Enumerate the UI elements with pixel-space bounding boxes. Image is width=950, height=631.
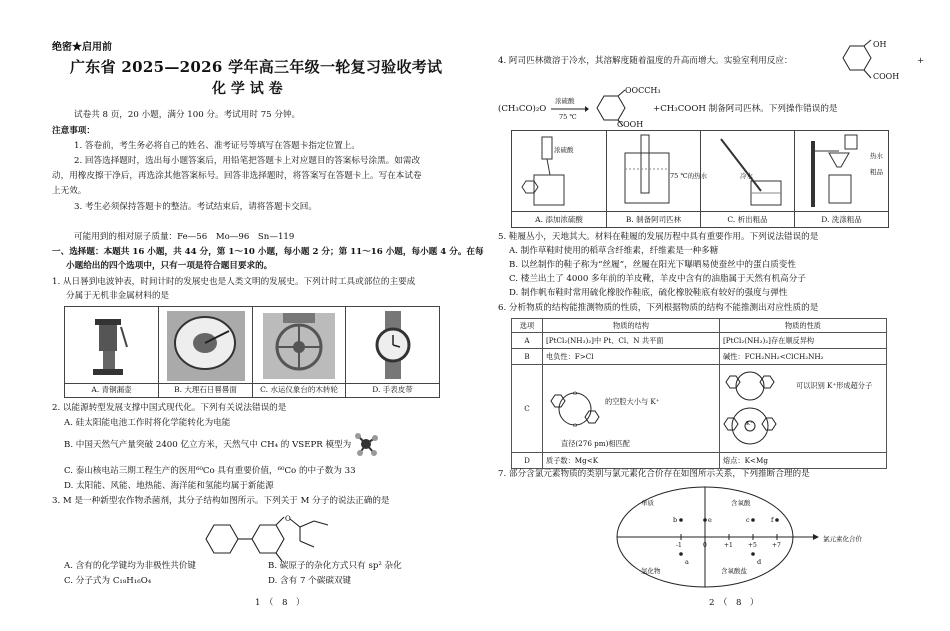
q3-option-a: A. 含有的化学键均为非极性共价键 (64, 561, 196, 571)
q3-option-c: C. 分子式为 C₁₈H₁₆O₄ (64, 576, 152, 586)
point-b (679, 518, 683, 522)
q6-row-c-structure (543, 365, 720, 453)
water-clock-tower-image (253, 307, 345, 383)
q7-tick-neg1: -1 (676, 542, 682, 549)
q5-option-c: C. 楼兰出土了 4000 多年前的羊皮靴，羊皮中含有的油脂属于天然有机高分子 (509, 274, 806, 284)
bronze-water-clock-image (65, 307, 158, 383)
q7-label-oxysalt: 含氧酸盐 (721, 567, 747, 575)
point-f (775, 518, 779, 522)
notice-3: 3. 考生必须保持答题卡的整洁。考试结束后，请将答题卡交回。 (74, 202, 317, 212)
ooccch3-label: OOCCH₃ (625, 86, 661, 95)
secret-label: 绝密★启用前 (52, 42, 112, 53)
q1-option-c: C. 水运仪象台的木转轮 (260, 385, 338, 394)
adding-acid-apparatus-icon (512, 131, 606, 211)
q3-option-b: B. 碳原子的杂化方式只有 sp² 杂化 (268, 561, 402, 571)
supramolecule-structure-icon (722, 366, 792, 452)
q2-option-a: A. 硅太阳能电池工作时将化学能转化为电能 (64, 418, 231, 428)
q5-stem: 5. 鞋履丛小，天地其大。材料在鞋履的发展历程中具有重要作用。下列说法错误的是 (498, 232, 819, 242)
q6-row-a (512, 333, 887, 349)
notice-2-cont: 动，用橡皮擦干净后，再选涂其他答案标号。回答非选择题时，将答案写在答题卡上。写在本试卷 (52, 171, 422, 181)
q2-option-b: B. 中国天然气产量突破 2400 亿立方米，天然气中 CH₄ 的 VSEPR 模型为 (64, 440, 352, 450)
crude-product-label: 粗品 (870, 168, 883, 176)
q7-tick-0: 0 (703, 542, 707, 549)
q6-row-structure: [PtCl₂(NH₃)₂]中 Pt、Cl、N 共平面 (543, 333, 720, 349)
q6-row-property: [PtCl₂(NH₃)₂]存在顺反异构 (720, 333, 887, 349)
q6-row-structure: 电负性：F>Cl (543, 349, 720, 365)
notice-heading: 注意事项： (52, 126, 95, 136)
q1-figure (64, 306, 440, 398)
q7-point-c-label: c (746, 516, 750, 524)
q6-row-c (512, 365, 887, 453)
q7-tick-pos7: +7 (772, 542, 781, 549)
crown-ether-structure-icon (549, 383, 601, 435)
hot-water-label-d: 热水 (870, 152, 883, 160)
point-d (751, 552, 755, 556)
q4-stem-cont: +CH₃COOH 制备阿司匹林。下列操作错误的是 (653, 104, 838, 114)
exam-info: 试卷共 8 页，20 小题，满分 100 分。考试用时 75 分钟。 (74, 110, 301, 120)
q6-row-c-property (720, 365, 887, 453)
q6-row-structure: 质子数：Mg<K (543, 453, 720, 469)
wristwatch-image (346, 307, 439, 383)
page-number: 1 （ 8 ） (255, 598, 305, 608)
q6-row-property: 碱性：FCH₂NH₂<ClCH₂NH₂ (720, 349, 887, 365)
notice-2: 2. 回答选择题时，选出每小题答案后，用铅笔把答题卡上对应题目的答案标号涂黑。如需改 (74, 156, 421, 166)
exam-subject: 化 学 试 卷 (212, 81, 283, 97)
cooh-group-label: COOH (873, 72, 900, 81)
svg-text:O: O (573, 423, 578, 429)
q6-table-header (512, 319, 887, 333)
q7-chlorine-valence-diagram (601, 484, 821, 590)
page-right (475, 0, 950, 631)
potassium-ion-label: K⁺ (746, 421, 754, 427)
q7-point-a-label: a (685, 558, 689, 566)
q2-option-d: D. 太阳能、风能、地热能、海洋能和氢能均属于新能源 (64, 481, 274, 491)
q7-point-f-label: f (771, 516, 774, 524)
condition-temperature: 75 ℃ (559, 113, 577, 121)
q4-stem: 4. 阿司匹林微溶于冷水，其溶解度随着温度的升高而增大。实验室利用反应： (498, 56, 793, 66)
q6-header-structure: 物质的结构 (543, 319, 720, 333)
point-a (679, 552, 683, 556)
atomic-masses: 可能用到的相对原子质量：Fe—56 Mo—96 Sn—119 (74, 232, 295, 242)
exam-title: 广东省 2025—2026 学年高三年级一轮复习验收考试 (70, 58, 443, 76)
marble-sundial-image (159, 307, 252, 383)
aspirin-cooh-label: COOH (617, 120, 644, 129)
plus-sign: + (917, 56, 925, 66)
q4-option-d: D. 洗涤粗品 (821, 215, 862, 224)
q7-tick-pos5: +5 (748, 542, 757, 549)
cold-water-label: 冷水 (740, 172, 753, 180)
q1-option-d: D. 手表皮带 (372, 385, 413, 394)
q6-c-diameter-text: 直径(276 pm)相匹配 (561, 439, 630, 448)
svg-text:O: O (285, 515, 291, 523)
q6-row-option: B (512, 349, 543, 365)
q7-point-d-label: d (757, 558, 762, 566)
q6-row-option: D (512, 453, 543, 469)
q2-option-c: C. 泰山核电站三期工程生产的医用⁶⁰Co 具有重要价值，⁶⁰Co 的中子数为 33 (64, 466, 356, 476)
oh-group-label: OH (873, 40, 887, 49)
notice-1: 1. 答卷前，考生务必将自己的姓名、准考证号等填写在答题卡指定位置上。 (74, 141, 360, 151)
q3-option-d: D. 含有 7 个碳碳双键 (268, 576, 352, 586)
q6-row-property: 熔点：K<Mg (720, 453, 887, 469)
q6-table (511, 318, 887, 469)
q1-stem: 1. 从日晷到电波钟表，时间计时的发展史也是人类文明的发展史。下列计时工具或部位的主要成 (52, 277, 416, 287)
q5-option-b: B. 以丝制作的鞋子称为“丝履”，丝履在阳光下曝晒易使蚕丝中的蛋白质变性 (509, 260, 796, 270)
q6-row-b (512, 349, 887, 365)
acetic-anhydride: (CH₃CO)₂O (498, 104, 547, 114)
q6-c-cavity-text: 的空腔大小与 K⁺ (605, 397, 660, 406)
q5-option-a: A. 制作草鞋时使用的稻草含纤维素，纤维素是一种多糖 (509, 246, 719, 256)
condition-catalyst: 浓硫酸 (555, 97, 575, 105)
conc-acid-label: 浓硫酸 (554, 146, 574, 154)
vsepr-model-icon (352, 431, 380, 457)
q6-c-property-text: 可以识别 K⁺形成超分子 (796, 381, 873, 390)
hot-water-label: 75 ℃的热水 (670, 172, 708, 180)
q6-stem: 6. 分析物质的结构能推测物质的性质，下列根据物质的结构不能推测出对应性质的是 (498, 303, 819, 313)
q7-label-oxyacid: 含氧酸 (731, 499, 751, 507)
q6-row-option: A (512, 333, 543, 349)
section-1-heading-cont: 小题给出的四个选项中，只有一项是符合题目要求的。 (66, 261, 273, 271)
q6-header-property: 物质的性质 (720, 319, 887, 333)
q4-apparatus-figure (511, 130, 889, 228)
page-number: 2 （ 8 ） (709, 598, 759, 608)
q7-label-hydride: 氢化物 (641, 567, 661, 575)
q5-option-d: D. 制作帆布鞋时常用硫化橡胶作鞋底，硫化橡胶鞋底有较好的强度与弹性 (509, 288, 788, 298)
notice-2-end: 上无效。 (52, 186, 87, 196)
q7-label-elemental: 单质 (641, 499, 654, 507)
q4-option-a: A. 添加浓硫酸 (535, 215, 583, 224)
q6-row-option: C (512, 365, 543, 453)
section-1-heading: 一、选择题：本题共 16 小题，共 44 分，第 1～10 小题，每小题 2 分；第 11～16 小题，每小题 4 分。在每 (52, 247, 484, 257)
molecule-m-structure (196, 513, 336, 563)
svg-text:O: O (573, 391, 578, 397)
q1-stem-cont: 分属于无机非金属材料的是 (66, 291, 170, 301)
q7-stem: 7. 部分含氯元素物质的类别与氯元素化合价存在如图所示关系，下列推断合理的是 (498, 469, 810, 479)
point-c (751, 518, 755, 522)
q4-option-c: C. 析出粗品 (727, 215, 768, 224)
q7-point-e-label: e (708, 516, 712, 524)
q1-option-a: A. 青铜漏壶 (91, 385, 132, 394)
q3-stem: 3. M 是一种新型农作物杀菌剂，其分子结构如图所示。下列关于 M 分子的说法正确的是 (52, 496, 390, 506)
q6-row-d (512, 453, 887, 469)
q7-point-b-label: b (673, 516, 678, 524)
q1-option-b: B. 大理石日晷晷面 (174, 385, 237, 394)
q6-header-option: 选项 (512, 319, 543, 333)
q7-axis-label: 氯元素化合价 (823, 535, 862, 543)
point-e (703, 518, 707, 522)
q4-option-b: B. 制备阿司匹林 (625, 215, 682, 224)
q7-tick-pos1: +1 (724, 542, 733, 549)
q2-stem: 2. 以能源转型发展支撑中国式现代化。下列有关说法错误的是 (52, 403, 287, 413)
